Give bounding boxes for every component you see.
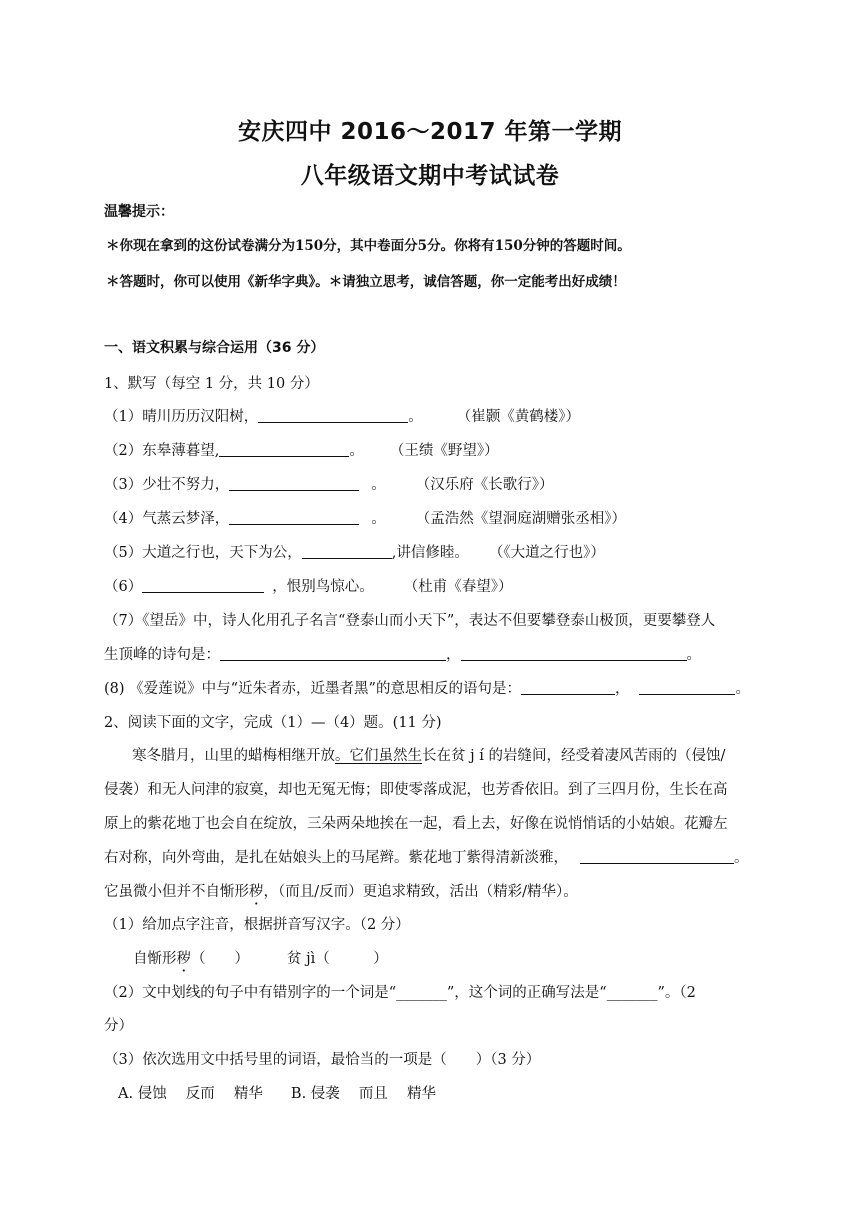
q2-sub-1: （1）给加点字注音，根据拼音写汉字。（2 分） — [104, 917, 410, 933]
exam-title-line2: 八年级语文期中考试试卷 — [300, 163, 560, 189]
q2-option-a[interactable]: A. 侵蚀 反而 精华 — [118, 1086, 263, 1102]
q1-item-5-source: （《大道之行也》） — [488, 545, 605, 561]
q1-item-4 — [104, 507, 626, 528]
q1-item-5-prompt: （5）大道之行也，天下为公， — [104, 545, 302, 561]
q1-item-7-blank-2[interactable] — [461, 646, 687, 661]
q1-item-1-prompt: （1）晴川历历汉阳树， — [104, 409, 259, 425]
tips-line-2b: ＊请独立思考，诚信答题，你一定能考出好成绩！ — [328, 274, 626, 290]
q1-item-3-end: 。 — [371, 477, 386, 493]
q1-item-7-end: 。 — [686, 647, 701, 663]
q2-passage-line-4 — [104, 846, 749, 867]
q1-item-8-blank-1[interactable] — [521, 680, 615, 695]
q1-item-5-blank[interactable] — [302, 544, 392, 559]
q1-item-2-source: （王绩《野望》） — [389, 443, 499, 459]
q1-item-8-end: 。 — [735, 681, 750, 697]
q2-passage-line-3: 原上的紫花地丁也会自在绽放，三朵两朵地挨在一起，看上去，好像在说悄悄话的小姑娘。花瓣左 — [104, 816, 728, 832]
q1-item-3-blank[interactable] — [229, 476, 359, 491]
q1-item-6-source: （杜甫《春望》） — [403, 579, 513, 595]
q1-item-8-blank-2[interactable] — [639, 680, 735, 695]
q1-item-3-source: （汉乐府《长歌行》） — [415, 477, 554, 493]
q1-item-8-prompt: (8) 《爱莲说》中与“近朱者赤，近墨者黑”的意思相反的语句是： — [104, 681, 521, 697]
q1-item-4-end: 。 — [371, 511, 386, 527]
q2-passage-line-1 — [132, 744, 725, 765]
q1-item-1-source: （崔颢《黄鹤楼》） — [456, 409, 580, 425]
q1-item-2-blank[interactable] — [219, 442, 349, 457]
q2-sub-1b-answer-box[interactable]: 贫 jì（ ） — [287, 951, 388, 967]
q1-item-2-end: 。 — [349, 443, 364, 459]
q2-passage-text: 寒冬腊月，山里的蜡梅相继开放 — [132, 748, 335, 764]
q2-sub-1a-text: 自惭形 — [133, 951, 177, 967]
q1-item-7-prompt: 生顶峰的诗句是： — [104, 647, 220, 663]
q1-item-1 — [104, 405, 580, 426]
q1-item-8-separator: ， — [614, 681, 630, 697]
section-1-heading: 一、语文积累与综合运用（36 分） — [104, 340, 325, 356]
q2-dotted-character: 秽 — [249, 884, 264, 900]
q1-item-7-line-1: （7）《望岳》中，诗人化用孔子名言“登泰山而小天下”，表达不但要攀登泰山极顶，更要攀登人 — [104, 613, 716, 629]
tips-line-2 — [106, 270, 626, 290]
q1-item-4-prompt: （4）气蒸云梦泽， — [104, 511, 230, 527]
q2-passage-text: 它虽微小但并不自惭形 — [104, 884, 249, 900]
q1-item-6-end: ，恨别鸟惊心。 — [272, 579, 374, 595]
q1-item-1-blank[interactable] — [258, 408, 408, 423]
q1-item-2-prompt: （2）东皋薄暮望, — [104, 443, 220, 459]
q2-passage-text: ，（而且/反而）更追求精致，活出（精彩/精华）。 — [263, 884, 578, 900]
q1-item-7-separator: ， — [446, 647, 461, 663]
q1-item-6-blank[interactable] — [142, 578, 264, 593]
q2-sub-2-line-1: （2）文中划线的句子中有错别字的一个词是“_______”，这个词的正确写法是“_______”。（2 — [104, 985, 696, 1001]
q1-item-1-end: 。 — [408, 409, 423, 425]
q1-item-5-end: ,讲信修睦。 — [391, 545, 469, 561]
q1-title: 1、默写（每空 1 分，共 10 分） — [104, 376, 319, 392]
tips-heading: 温馨提示： — [104, 204, 174, 220]
q2-sub-1a-answer-box[interactable]: （ ） — [191, 951, 249, 967]
q2-sub-3-options — [118, 1082, 436, 1103]
q2-passage-line-2: 侵袭）和无人问津的寂寞，却也无冤无悔；即使零落成泥，也芳香依旧。到了三四月份，生长在高 — [104, 782, 728, 798]
q1-item-4-source: （孟浩然《望洞庭湖赠张丞相》） — [415, 511, 626, 527]
exam-title-line1: 安庆四中 2016～2017 年第一学期 — [237, 119, 623, 145]
q1-item-6 — [104, 575, 512, 596]
q2-passage-line-5 — [104, 880, 578, 901]
q2-sub-1-answers — [133, 947, 388, 968]
q1-item-8 — [104, 677, 750, 698]
q2-sub-2-line-2: 分） — [104, 1018, 133, 1034]
q2-passage-end: 。 — [734, 850, 749, 866]
tips-line-2a: ＊答题时，你可以使用《新华字典》。 — [106, 274, 329, 290]
q2-passage-text: 右对称，向外弯曲，是扎在姑娘头上的马尾辫。紫花地丁紫得清新淡雅， — [104, 850, 568, 866]
q2-passage-text: 长在贫 j í 的岩缝间，经受着凄风苦雨的（侵蚀/ — [422, 748, 726, 764]
q1-item-3 — [104, 473, 553, 494]
tips-line-1: ＊你现在拿到的这份试卷满分为150分，其中卷面分5分。你将有150分钟的答题时间。 — [106, 238, 631, 254]
q1-item-5 — [104, 541, 605, 562]
q2-sub-3: （3）依次选用文中括号里的词语，最恰当的一项是（ ）（3 分） — [104, 1052, 541, 1068]
q2-underlined-sentence: 。它们虽然生 — [335, 748, 422, 764]
q1-item-4-blank[interactable] — [229, 510, 359, 525]
q1-item-3-prompt: （3）少壮不努力， — [104, 477, 230, 493]
q1-item-7-line-2 — [104, 643, 701, 664]
q1-item-7-blank-1[interactable] — [220, 646, 446, 661]
q1-item-2 — [104, 439, 499, 460]
q2-sub-1a-dotted-character: 秽 — [176, 951, 191, 967]
q2-option-b[interactable]: B. 侵袭 而且 精华 — [290, 1086, 437, 1102]
q2-passage-blank[interactable] — [580, 849, 734, 864]
q2-title: 2、阅读下面的文字，完成（1）—（4）题。(11 分) — [104, 715, 442, 731]
q1-item-6-prompt: （6） — [104, 579, 143, 595]
